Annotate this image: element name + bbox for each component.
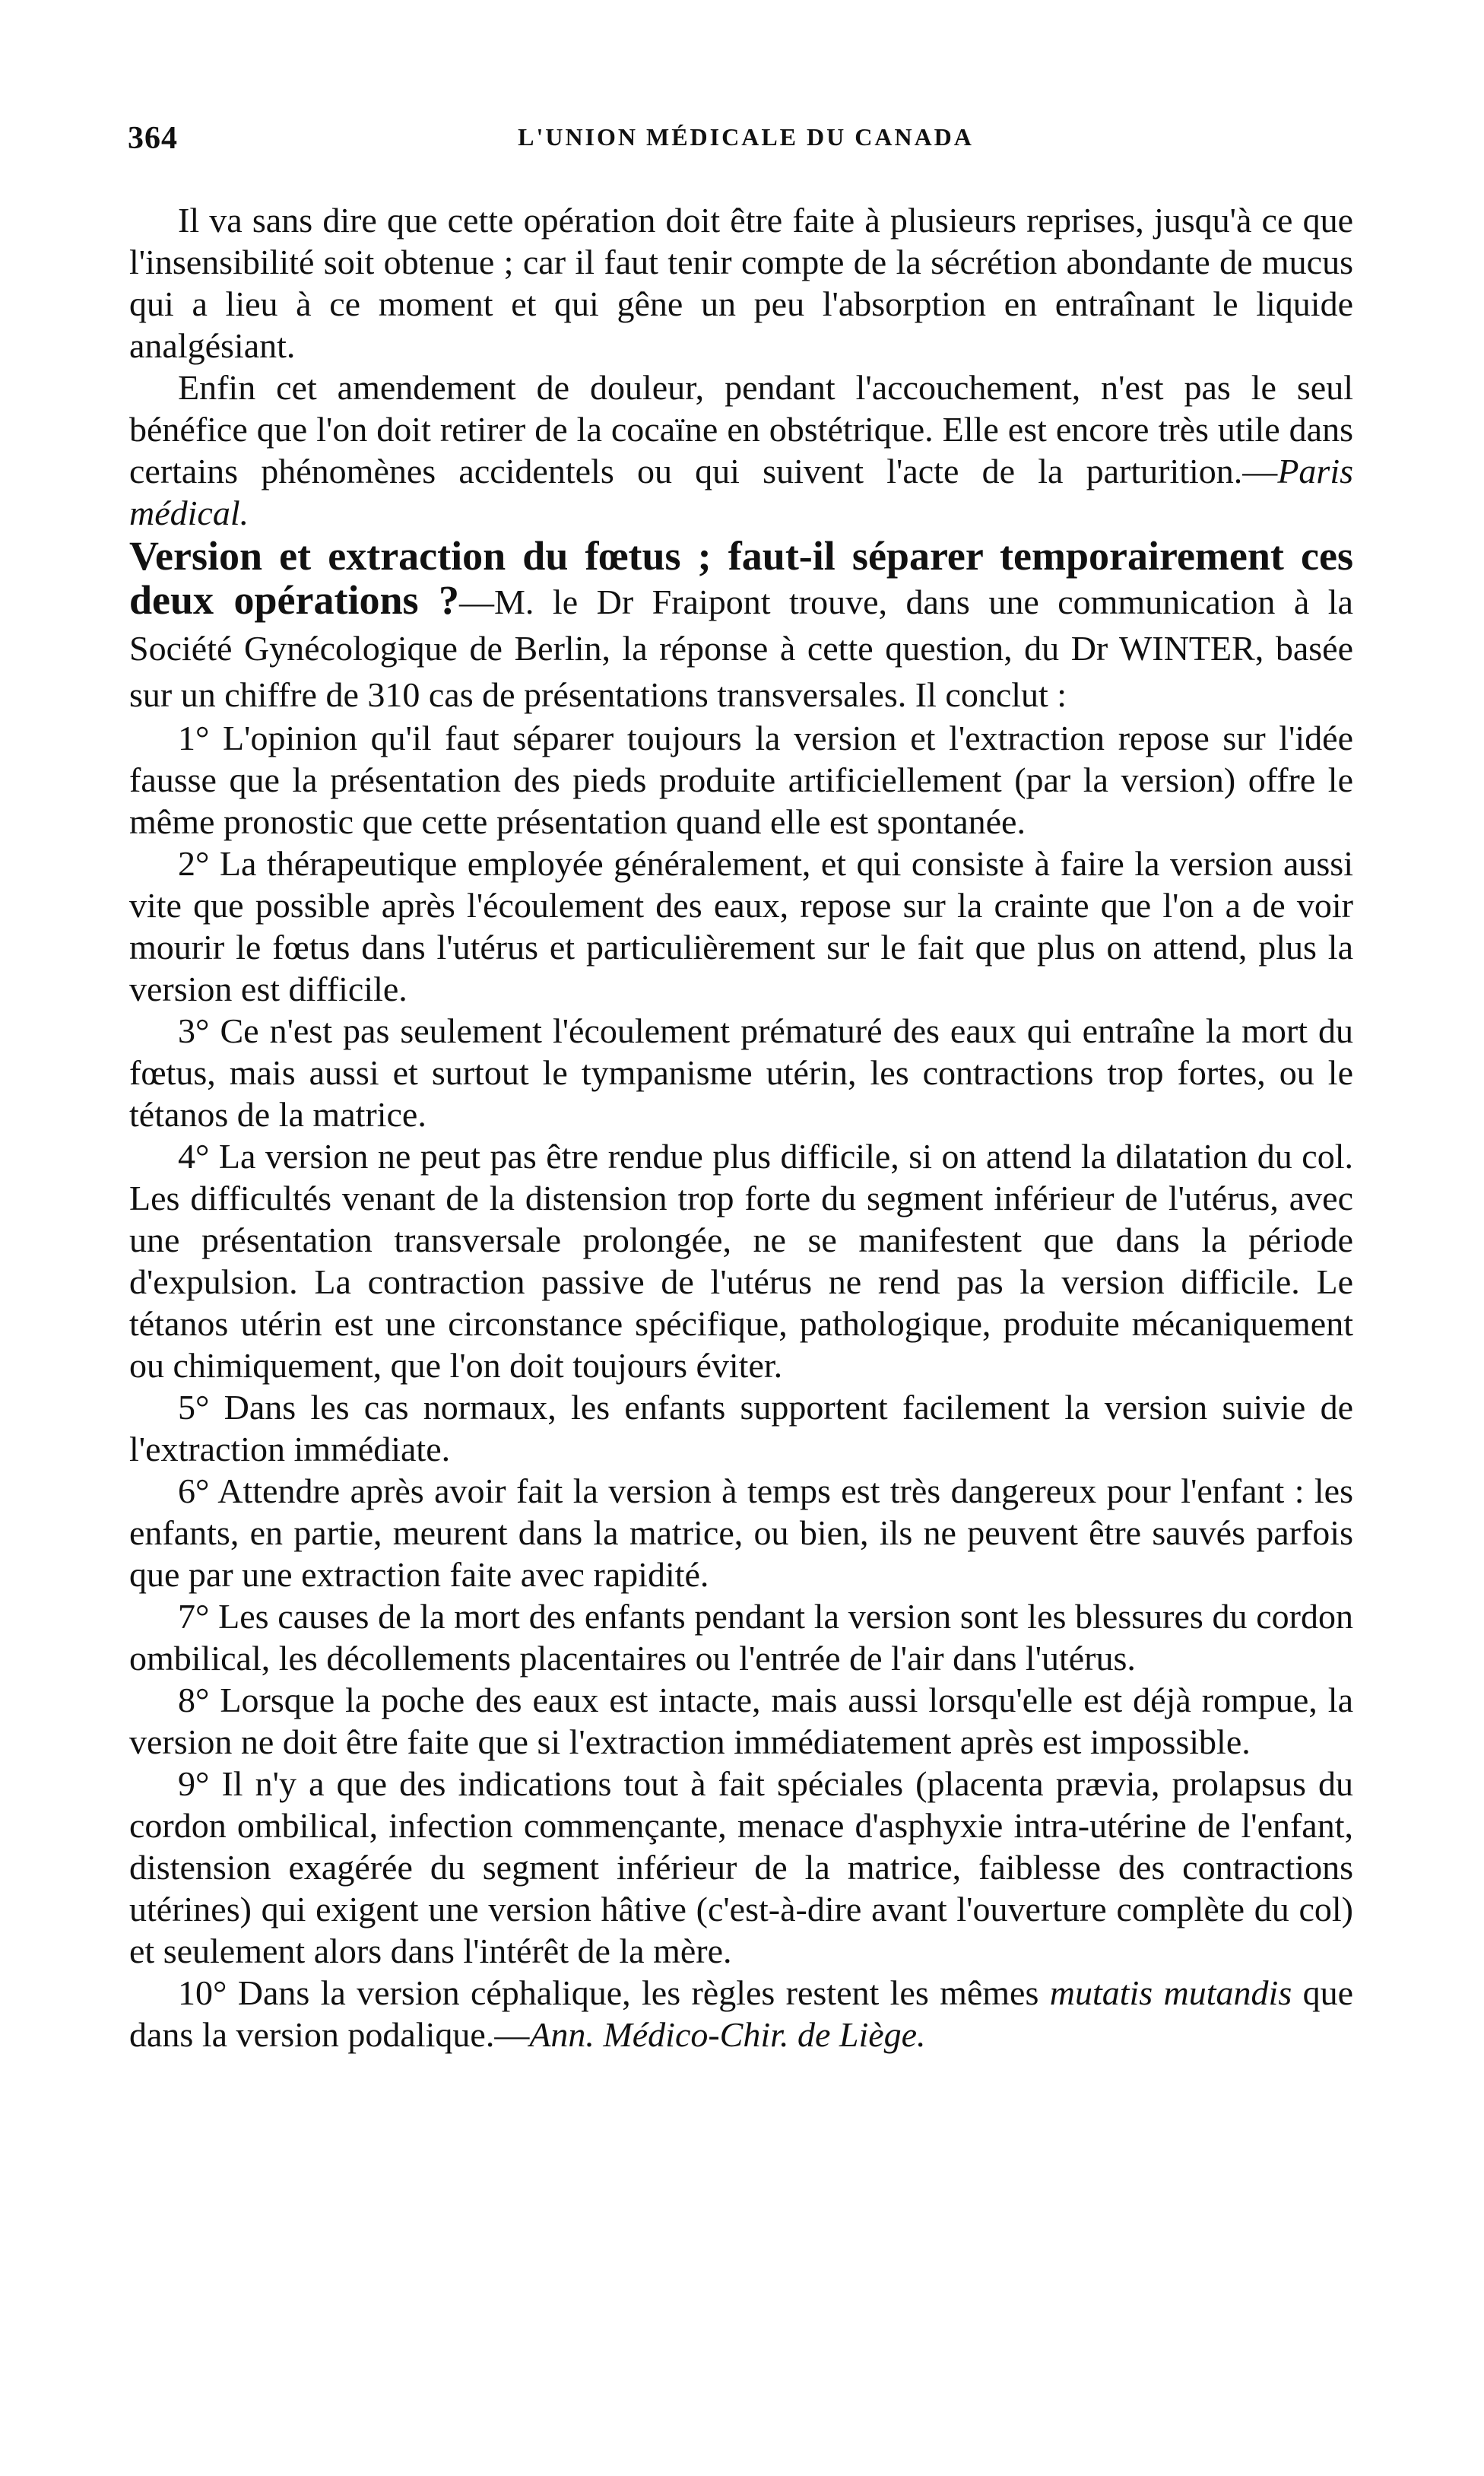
list-item-text: 10° Dans la version céphalique, les règles restent les mêmes <box>178 1973 1050 2012</box>
paragraph-text: Enfin cet amendement de douleur, pendant l'accouchement, n'est pas le seul bénéfice que l'on doit retirer de la cocaïne en obstétrique. Elle est encore très utile dans certains phénomènes accidentels ou qui suivent l'acte de la parturition.— <box>129 368 1353 490</box>
page-number: 364 <box>128 121 178 156</box>
page-header <box>128 120 1364 166</box>
list-item: 7° Les causes de la mort des enfants pendant la version sont les blessures du cordon ombilical, les décollements placentaires ou l'entrée de l'air dans l'utérus. <box>129 1597 1353 1678</box>
list-item-text: que dans la version podalique.— <box>129 1973 1354 2054</box>
list-item <box>129 1972 1353 2055</box>
section-heading <box>129 534 1353 717</box>
section-title: Version et extraction du fœtus ; faut-il séparer temporairement ces deux opérations ? <box>129 533 1353 623</box>
section-intro: —M. le Dr Fraipont trouve, dans une communication à la Société Gynécologique de Berlin, la réponse à cette question, du Dr WINTER, basée sur un chiffre de 310 cas de présentations transversales. Il conclut : <box>129 582 1353 714</box>
source-citation: Ann. Médico-Chir. de Liège. <box>529 2015 926 2054</box>
list-item: 9° Il n'y a que des indications tout à fait spéciales (placenta prævia, prolapsus du cordon ombilical, infection commençante, menace d'asphyxie intra-utérine de l'enfant, distension exagérée du segment inférieur de la matrice, faiblesse des contractions utérines) qui exigent une version hâtive (c'est-à-dire avant l'ouverture complète du col) et seulement alors dans l'intérêt de la mère. <box>129 1764 1353 1970</box>
source-citation: Paris médical. <box>129 452 1353 532</box>
list-item: 2° La thérapeutique employée généralement, et qui consiste à faire la version aussi vite que possible après l'écoulement des eaux, repose sur la crainte que l'on a de voir mourir le fœtus dans l'utérus et particulièrement sur le fait que plus on attend, plus la version est difficile. <box>129 844 1353 1008</box>
paragraph <box>129 367 1353 534</box>
article-body <box>129 199 1353 2055</box>
list-item: 5° Dans les cas normaux, les enfants supportent facilement la version suivie de l'extraction immédiate. <box>129 1388 1353 1468</box>
list-item: 6° Attendre après avoir fait la version à temps est très dangereux pour l'enfant : les enfants, en partie, meurent dans la matrice, ou bien, ils ne peuvent être sauvés parfois que par une extraction faite avec rapidité. <box>129 1471 1353 1594</box>
list-item: 3° Ce n'est pas seulement l'écoulement prématuré des eaux qui entraîne la mort du fœtus, mais aussi et surtout le tympanisme utérin, les contractions trop fortes, ou le tétanos de la matrice. <box>129 1011 1353 1134</box>
latin-phrase: mutatis mutandis <box>1049 1973 1292 2012</box>
list-item: 4° La version ne peut pas être rendue plus difficile, si on attend la dilatation du col. Les difficultés venant de la distension trop forte du segment inférieur de l'utérus, avec une présentation transversale prolongée, ne se manifestent que dans la période d'expulsion. La contraction passive de l'utérus ne rend pas la version difficile. Le tétanos utérin est une circonstance spécifique, pathologique, produite mécaniquement ou chimiquement, que l'on doit toujours éviter. <box>129 1137 1353 1385</box>
running-title: L'UNION MÉDICALE DU CANADA <box>518 123 974 151</box>
list-item: 1° L'opinion qu'il faut séparer toujours la version et l'extraction repose sur l'idée fausse que la présentation des pieds produite artificiellement (par la version) offre le même pronostic que cette présentation quand elle est spontanée. <box>129 719 1353 841</box>
list-item: 8° Lorsque la poche des eaux est intacte, mais aussi lorsqu'elle est déjà rompue, la version ne doit être faite que si l'extraction immédiatement après est impossible. <box>129 1681 1353 1761</box>
paragraph: Il va sans dire que cette opération doit être faite à plusieurs reprises, jusqu'à ce que l'insensibilité soit obtenue ; car il faut tenir compte de la sécrétion abondante de mucus qui a lieu à ce moment et qui gêne un peu l'absorption en entraînant le liquide analgésiant. <box>129 201 1353 365</box>
